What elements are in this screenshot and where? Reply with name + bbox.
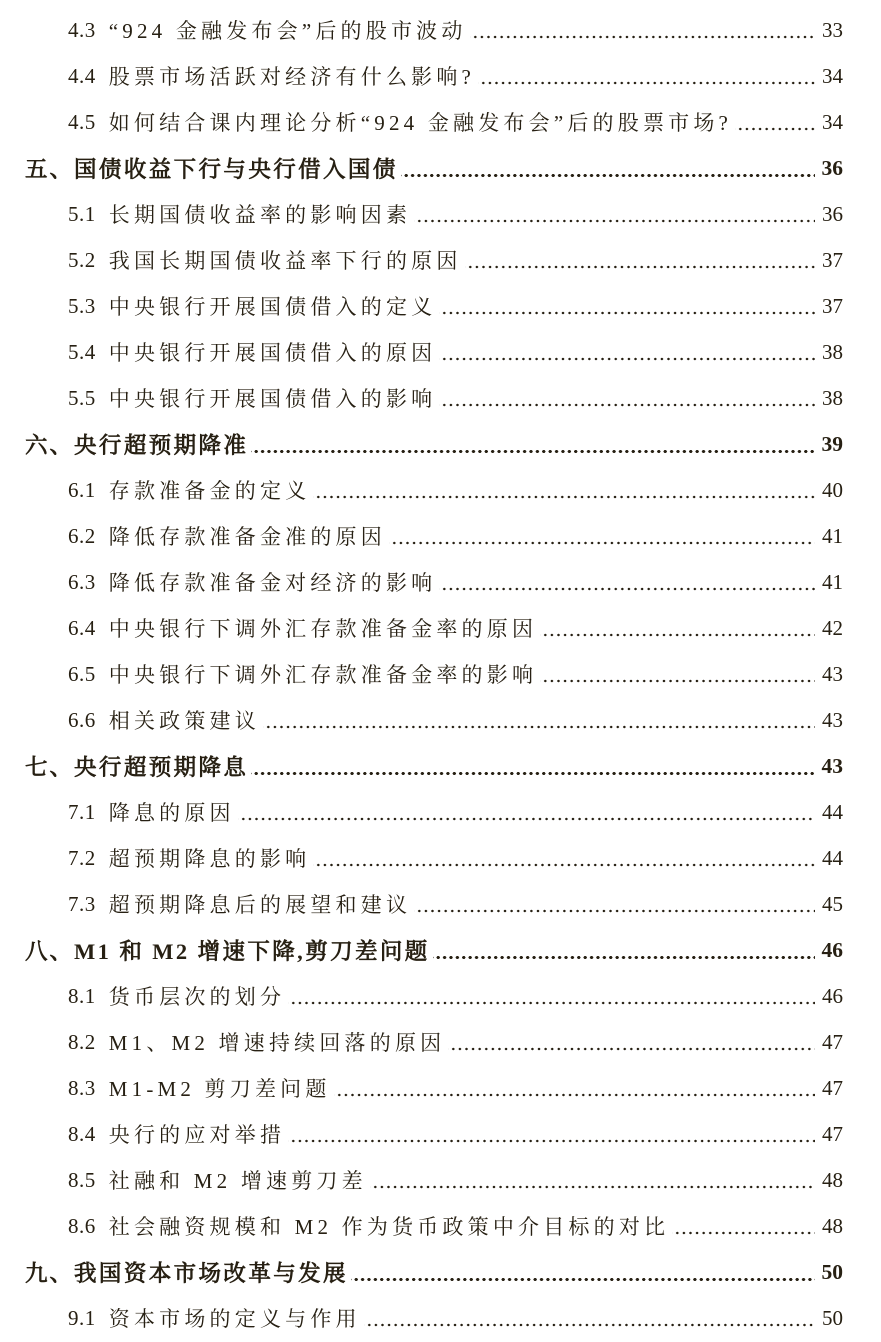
toc-entry-number: 7.1	[68, 799, 96, 824]
toc-entry[interactable]	[0, 145, 881, 191]
toc-entry-title: 中央银行开展国债借入的原因	[108, 341, 437, 365]
dot-leader	[288, 973, 815, 1019]
dot-leader	[478, 53, 815, 99]
toc-entry[interactable]	[0, 191, 881, 237]
toc-entry-number: 8.4	[68, 1121, 96, 1146]
toc-entry-number: 5.3	[68, 293, 96, 318]
toc-entry[interactable]	[0, 1019, 881, 1065]
toc-entry-title: 国债收益下行与央行借入国债	[74, 157, 398, 182]
dot-leader	[433, 927, 815, 973]
toc-entry[interactable]	[0, 651, 881, 697]
toc-entry-number: 6.2	[68, 523, 96, 548]
toc-entry-number: 5.5	[68, 385, 96, 410]
toc-entry-number: 8.6	[68, 1213, 96, 1238]
toc-entry-title: “924 金融发布会”后的股市波动	[108, 19, 467, 43]
dot-leader	[251, 421, 814, 467]
toc-entry-number: 6.6	[68, 707, 96, 732]
toc-entry-number: 七、	[25, 755, 75, 780]
toc-entry[interactable]	[0, 467, 881, 513]
toc-entry-number: 4.4	[68, 63, 96, 88]
toc-entry[interactable]	[0, 237, 881, 283]
dot-leader	[439, 283, 815, 329]
dot-leader	[288, 1111, 815, 1157]
toc-page-number: 36	[821, 155, 843, 180]
dot-leader	[313, 835, 815, 881]
toc-entry-title: 中央银行下调外汇存款准备金率的原因	[108, 617, 538, 641]
toc-entry[interactable]	[0, 375, 881, 421]
toc-page-number: 44	[822, 845, 843, 870]
toc-entry[interactable]	[0, 973, 881, 1019]
toc-entry-title: 货币层次的划分	[108, 985, 286, 1009]
dot-leader	[263, 697, 815, 743]
toc-entry[interactable]	[0, 421, 881, 467]
toc-entry-title: 中央银行开展国债借入的影响	[108, 387, 437, 411]
toc-entry-number: 8.5	[68, 1167, 96, 1192]
toc-entry-number: 4.5	[68, 109, 96, 134]
toc-entry-title: 超预期降息后的展望和建议	[108, 893, 412, 917]
dot-leader	[439, 375, 815, 421]
toc-entry-title: 如何结合课内理论分析“924 金融发布会”后的股票市场?	[108, 111, 733, 135]
dot-leader	[448, 1019, 815, 1065]
toc-entry[interactable]	[0, 605, 881, 651]
toc-entry-number: 9.1	[68, 1305, 96, 1330]
toc-page-number: 37	[822, 247, 843, 272]
dot-leader	[414, 191, 815, 237]
toc-entry[interactable]	[0, 1157, 881, 1203]
toc-page-number: 43	[821, 753, 843, 778]
toc-page-number: 48	[822, 1167, 843, 1192]
toc-page-number: 38	[822, 339, 843, 364]
toc-entry[interactable]	[0, 53, 881, 99]
toc-entry[interactable]	[0, 927, 881, 973]
dot-leader	[439, 559, 815, 605]
toc-entry[interactable]	[0, 697, 881, 743]
toc-page-number: 45	[822, 891, 843, 916]
dot-leader	[672, 1203, 815, 1249]
toc-page-number: 34	[822, 109, 843, 134]
toc-entry-number: 7.3	[68, 891, 96, 916]
toc-entry-title: 央行超预期降准	[74, 433, 249, 458]
toc-entry-title: 长期国债收益率的影响因素	[108, 203, 412, 227]
dot-leader	[470, 7, 815, 53]
dot-leader	[465, 237, 815, 283]
toc-page-number: 43	[822, 707, 843, 732]
toc-page-number: 48	[822, 1213, 843, 1238]
toc-entry-title: 社融和 M2 增速剪刀差	[108, 1169, 367, 1193]
toc-entry-number: 8.3	[68, 1075, 96, 1100]
toc-entry-number: 6.1	[68, 477, 96, 502]
dot-leader	[735, 99, 815, 145]
toc-entry-title: 超预期降息的影响	[108, 847, 311, 871]
toc-entry[interactable]	[0, 1203, 881, 1249]
toc-entry-title: 股票市场活跃对经济有什么影响?	[108, 65, 476, 89]
toc-list	[0, 7, 881, 1341]
toc-entry[interactable]	[0, 329, 881, 375]
toc-entry-number: 六、	[25, 433, 75, 458]
toc-entry-title: 降低存款准备金对经济的影响	[108, 571, 437, 595]
toc-entry-number: 八、	[25, 939, 75, 964]
toc-entry[interactable]	[0, 559, 881, 605]
toc-entry[interactable]	[0, 1295, 881, 1341]
toc-page-number: 36	[822, 201, 843, 226]
toc-page-number: 47	[822, 1029, 843, 1054]
toc-entry[interactable]	[0, 835, 881, 881]
toc-entry-number: 6.5	[68, 661, 96, 686]
toc-entry[interactable]	[0, 283, 881, 329]
toc-entry[interactable]	[0, 1249, 881, 1295]
toc-page-number: 41	[822, 523, 843, 548]
dot-leader	[364, 1295, 815, 1341]
toc-entry[interactable]	[0, 1065, 881, 1111]
toc-page-number: 50	[822, 1305, 843, 1330]
dot-leader	[389, 513, 815, 559]
toc-entry-title: 相关政策建议	[108, 709, 260, 733]
toc-entry[interactable]	[0, 881, 881, 927]
toc-entry-number: 7.2	[68, 845, 96, 870]
toc-page-number: 34	[822, 63, 843, 88]
toc-entry[interactable]	[0, 789, 881, 835]
toc-entry-number: 5.4	[68, 339, 96, 364]
toc-entry[interactable]	[0, 7, 881, 53]
toc-entry-title: 存款准备金的定义	[108, 479, 311, 503]
toc-page-number: 43	[822, 661, 843, 686]
toc-entry[interactable]	[0, 1111, 881, 1157]
toc-entry-number: 5.1	[68, 201, 96, 226]
toc-page-number: 50	[821, 1259, 843, 1284]
toc-entry-title: M1-M2 剪刀差问题	[108, 1077, 331, 1101]
dot-leader	[439, 329, 815, 375]
toc-page-number: 46	[822, 983, 843, 1008]
toc-entry-number: 8.1	[68, 983, 96, 1008]
toc-page-number: 37	[822, 293, 843, 318]
dot-leader	[251, 743, 814, 789]
toc-entry-number: 6.4	[68, 615, 96, 640]
dot-leader	[334, 1065, 815, 1111]
toc-entry-number: 5.2	[68, 247, 96, 272]
toc-entry-title: 降息的原因	[108, 801, 235, 825]
toc-entry-number: 九、	[25, 1261, 75, 1286]
toc-page-number: 46	[821, 937, 843, 962]
toc-entry-title: 社会融资规模和 M2 作为货币政策中介目标的对比	[108, 1215, 670, 1239]
toc-page-number: 38	[822, 385, 843, 410]
toc-page-number: 47	[822, 1075, 843, 1100]
dot-leader	[540, 651, 815, 697]
toc-entry-title: 降低存款准备金准的原因	[108, 525, 386, 549]
toc-entry-title: 我国资本市场改革与发展	[74, 1261, 348, 1286]
toc-entry[interactable]	[0, 743, 881, 789]
toc-entry-title: M1、M2 增速持续回落的原因	[108, 1031, 446, 1055]
toc-entry-number: 五、	[25, 157, 75, 182]
toc-page-number: 44	[822, 799, 843, 824]
toc-entry-title: M1 和 M2 增速下降,剪刀差问题	[74, 939, 430, 964]
dot-leader	[414, 881, 815, 927]
toc-entry[interactable]	[0, 513, 881, 559]
dot-leader	[351, 1249, 815, 1295]
toc-entry-number: 8.2	[68, 1029, 96, 1054]
toc-entry-title: 央行的应对举措	[108, 1123, 286, 1147]
toc-page-number: 47	[822, 1121, 843, 1146]
toc-page-number: 33	[822, 17, 843, 42]
dot-leader	[401, 145, 815, 191]
dot-leader	[540, 605, 815, 651]
toc-entry-number: 6.3	[68, 569, 96, 594]
toc-page-number: 40	[822, 477, 843, 502]
dot-leader	[370, 1157, 815, 1203]
toc-entry-title: 资本市场的定义与作用	[108, 1307, 361, 1331]
toc-entry[interactable]	[0, 99, 881, 145]
toc-entry-title: 中央银行下调外汇存款准备金率的影响	[108, 663, 538, 687]
dot-leader	[238, 789, 815, 835]
dot-leader	[313, 467, 815, 513]
toc-page-number: 39	[821, 431, 843, 456]
toc-page-number: 41	[822, 569, 843, 594]
toc-entry-number: 4.3	[68, 17, 96, 42]
toc-page-number: 42	[822, 615, 843, 640]
toc-entry-title: 央行超预期降息	[74, 755, 249, 780]
toc-entry-title: 我国长期国债收益率下行的原因	[108, 249, 462, 273]
toc-entry-title: 中央银行开展国债借入的定义	[108, 295, 437, 319]
